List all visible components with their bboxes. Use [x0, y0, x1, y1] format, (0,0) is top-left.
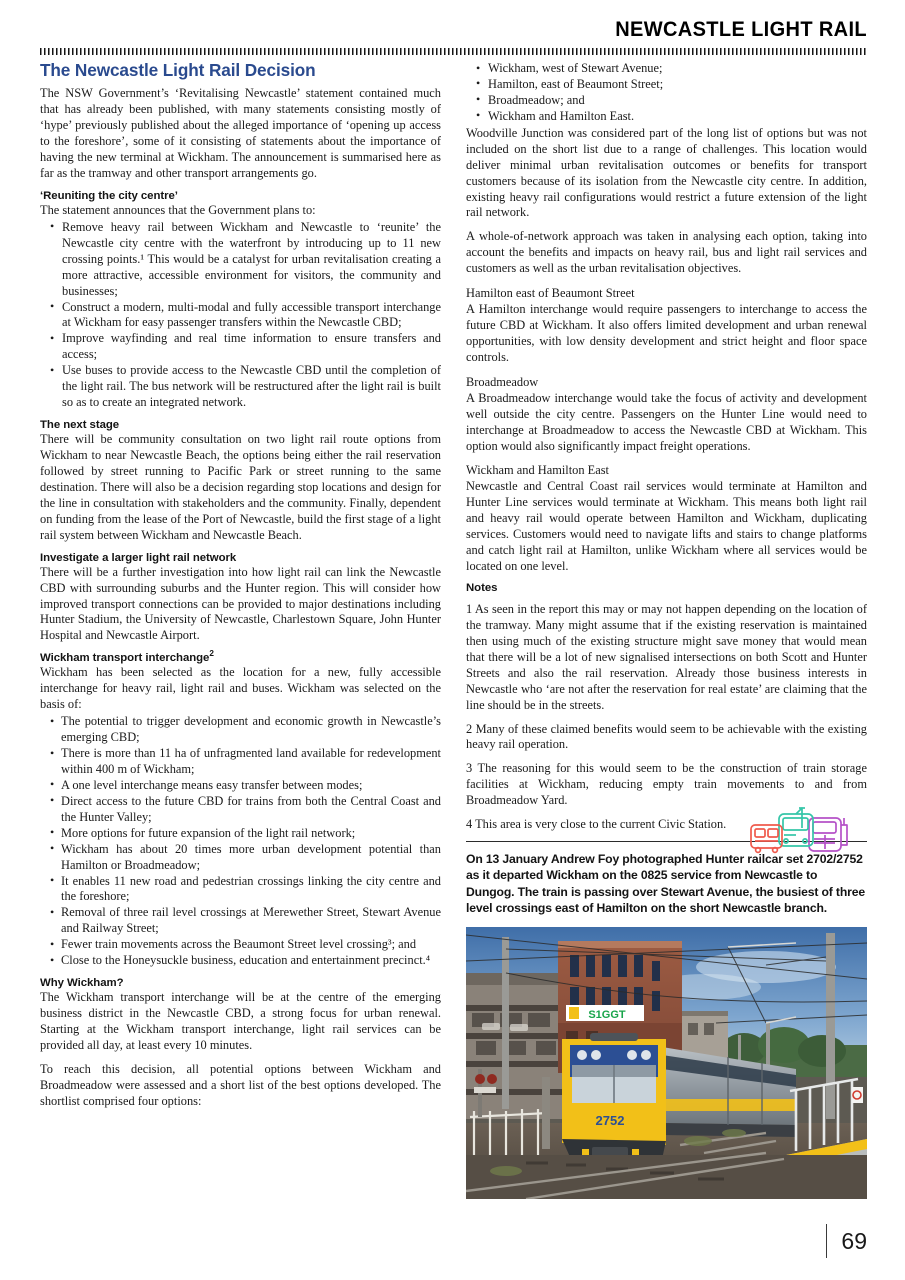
- caption-divider-rule: [466, 841, 867, 842]
- list-item: • Wickham has about 20 times more urban development potential than Hamilton or Broadmeadow;: [40, 842, 441, 874]
- heading-wickham-hamilton-option: Wickham and Hamilton East: [466, 463, 609, 478]
- list-item: • It enables 11 new road and pedestrian crossings linking the city centre and the foreshore;: [40, 874, 441, 906]
- page-number: 69: [841, 1227, 867, 1254]
- left-column: [40, 60, 441, 1199]
- list-item: • Improve wayfinding and real time information to ensure transfers and access;: [40, 331, 441, 363]
- shortlist-paragraph: To reach this decision, all potential options between Wickham and Broadmeadow were assessed and a short list of the best options developed. The shortlist comprised four options:: [40, 1061, 441, 1108]
- running-header-title: NEWCASTLE LIGHT RAIL: [615, 17, 867, 41]
- photo-caption-text: On 13 January Andrew Foy photographed Hunter railcar set 2702/2752 as it departed Wickham on the 0825 service from Newcastle to Dungog. The train is passing over Stewart Avenue, the busiest of three level crossings east of Hamilton on the short Newcastle branch.: [466, 852, 865, 915]
- running-header: [40, 18, 867, 55]
- why-wickham-paragraph: The Wickham transport interchange will be at the centre of the emerging business district in the Newcastle CBD, a strong focus for urban renewal. Starting at the Wickham transport interchange, light rail services can be provided all day, at least every 10 minutes.: [40, 990, 441, 1052]
- list-item: • Hamilton, east of Beaumont Street;: [466, 77, 867, 93]
- article-title: The Newcastle Light Rail Decision: [40, 60, 316, 80]
- heading-reuniting-city-centre: ‘Reuniting the city centre’: [40, 189, 178, 202]
- billboard-text: S1GGT: [588, 1009, 626, 1021]
- list-item: • Direct access to the future CBD for trains from both the Central Coast and the Hunter Valley;: [40, 794, 441, 826]
- heading-notes: Notes: [466, 581, 498, 594]
- list-item: • Use buses to provide access to the Newcastle CBD until the completion of the light rail. The bus network will be restructured after the light rail is built so as to create an integrated network.: [40, 363, 441, 411]
- right-column: [466, 60, 867, 1199]
- railcar-number: 2752: [595, 1113, 625, 1128]
- list-item: • Close to the Honeysuckle business, education and entertainment precinct.⁴: [40, 953, 441, 969]
- photo-frame: [466, 927, 867, 1199]
- page-folio: [826, 1224, 867, 1258]
- list-item: • Wickham, west of Stewart Avenue;: [466, 61, 867, 77]
- heading-wickham-interchange-label: Wickham transport interchange: [40, 652, 210, 665]
- note-2: 2 Many of these claimed benefits would seem to be achievable with the existing heavy rail operation.: [466, 721, 867, 752]
- woodville-paragraph: Woodville Junction was considered part of the long list of options but was not included on the short list due to a range of challenges. This location would deliver minimal urban revitalisation outcomes or benefits for transport customers because of its isolation from the Newcastle city centre. In addition, existing heavy rail configurations would restrict a future extension of the light rail network.: [466, 125, 867, 220]
- heading-broadmeadow-option: Broadmeadow: [466, 374, 539, 389]
- list-item: • More options for future expansion of the light rail network;: [40, 826, 441, 842]
- investigate-paragraph: There will be a further investigation into how light rail can link the Newcastle CBD with surrounding suburbs and the Hunter region. This will consider how improved transport connections can be provided to major destinations including Hunter Stadium, the University of Newcastle, Charlestown Square, John Hunter Hospital and Newcastle Airport.: [40, 564, 441, 643]
- note-3: 3 The reasoning for this would seem to be the construction of train storage facilities at Wickham, reducing empty train movements to and from Broadmeadow Yard.: [466, 761, 867, 808]
- list-item: • Fewer train movements across the Beaumont Street level crossing³; and: [40, 937, 441, 953]
- list-item: • Broadmeadow; and: [466, 93, 867, 109]
- heading-investigate-network: Investigate a larger light rail network: [40, 551, 237, 564]
- next-stage-paragraph: There will be community consultation on two light rail route options from Wickham to near Newcastle Beach, the options being either the rail reservation followed by street running to Pacific Park or street running to the same destination. There will also be a decision regarding stop locations and design for the line in consultation with stakeholders and the community. Finally, dependent on funding from the lease of the Port of Newcastle, build the first stage of a light rail system between Wickham and Newcastle Beach.: [40, 432, 441, 542]
- whole-of-network-paragraph: A whole-of-network approach was taken in analysing each option, taking into account the benefits and impacts on heavy rail, bus and light rail services and customers as well as the urban revitalisation objectives.: [466, 229, 867, 276]
- folio-divider: [826, 1224, 828, 1258]
- wickham-bullet-list: [40, 714, 441, 969]
- note-4: 4 This area is very close to the current Civic Station.: [466, 817, 727, 832]
- list-item: • Remove heavy rail between Wickham and Newcastle to ‘reunite’ the Newcastle city centre with the waterfront by introducing up to 11 new crossing points.¹ This would be a catalyst for urban revitalisation creating a more attractive, accessible environment for visitors, the community and businesses;: [40, 220, 441, 300]
- list-item: • Removal of three rail level crossings at Merewether Street, Stewart Avenue and Railway Street;: [40, 905, 441, 937]
- article-columns: [40, 60, 868, 1199]
- list-item: • Wickham and Hamilton East.: [466, 109, 867, 125]
- notes-list: [466, 602, 867, 833]
- shortlist-bullet-list: [466, 61, 867, 125]
- wickham-lead: Wickham has been selected as the location for a new, fully accessible interchange for heavy rail, light rail and buses. Wickham was selected on the basis of:: [40, 665, 441, 712]
- railcar-photograph: [466, 927, 867, 1199]
- heading-why-wickham: Why Wickham?: [40, 977, 124, 990]
- list-item: • A one level interchange means easy transfer between modes;: [40, 778, 441, 794]
- reuniting-bullet-list: [40, 220, 441, 411]
- list-item: • The potential to trigger development and economic growth in Newcastle’s emerging CBD;: [40, 714, 441, 746]
- reuniting-lead: The statement announces that the Government plans to:: [40, 202, 316, 217]
- wickham-hamilton-option-paragraph: Newcastle and Central Coast rail services would terminate at Hamilton and Hunter Line services would terminate at Wickham. This means both light rail and heavy rail would operate between Hamilton and Wickham, duplicating services. Customers would need to navigate lifts and stairs to change platforms and catch light rail at Hamilton, unlike Wickham where all services would be located on one level.: [466, 479, 867, 573]
- note-1: 1 As seen in the report this may or may not happen depending on the location of the tramway. Many might assume that if the existing reservation is maintained then using much of the existing structure might save money that would mean that there will be a lot of new signalised intersections on both Scott and Hunter Streets and also the rail reservation. Already those business interests in Newcastle who ‘are not after the reservation for real estate’ are claiming that the line should be in the streets.: [466, 601, 867, 712]
- heading-next-stage: The next stage: [40, 419, 120, 432]
- broadmeadow-option-paragraph: A Broadmeadow interchange would take the focus of activity and development well outside the city centre. Passengers on the Hunter Line would need to interchange at Broadmeadow to access the Newcastle CBD at Wickham. This option would also significantly impact freight operations.: [466, 390, 867, 453]
- photo-caption-block: [466, 841, 867, 916]
- footnote-marker-2: 2: [209, 649, 214, 659]
- header-dotted-rule: [40, 48, 867, 55]
- heading-wickham-interchange: [40, 649, 441, 665]
- heading-hamilton-option: Hamilton east of Beaumont Street: [466, 286, 635, 301]
- hamilton-option-paragraph: A Hamilton interchange would require passengers to interchange to access the future CBD at Wickham. It also offers limited development and urban renewal opportunities, with low density development and strict height and floor space controls.: [466, 302, 867, 364]
- list-item: • Construct a modern, multi-modal and fully accessible transport interchange at Wickham for easy passenger transfers within the Newcastle CBD;: [40, 300, 441, 332]
- intro-paragraph: The NSW Government’s ‘Revitalising Newcastle’ statement contained much that has already been published, with many statements consisting mostly of ‘hype’ previously published about the alleged importance of ‘opening up access to the foreshore’, some of it consisting of statements about the importance of having the new terminal at Wickham. The announcement is summarised here as far as the tramway and other transport arrangements go.: [40, 86, 441, 180]
- list-item: • There is more than 11 ha of unfragmented land available for redevelopment within 400 m of Wickham;: [40, 746, 441, 778]
